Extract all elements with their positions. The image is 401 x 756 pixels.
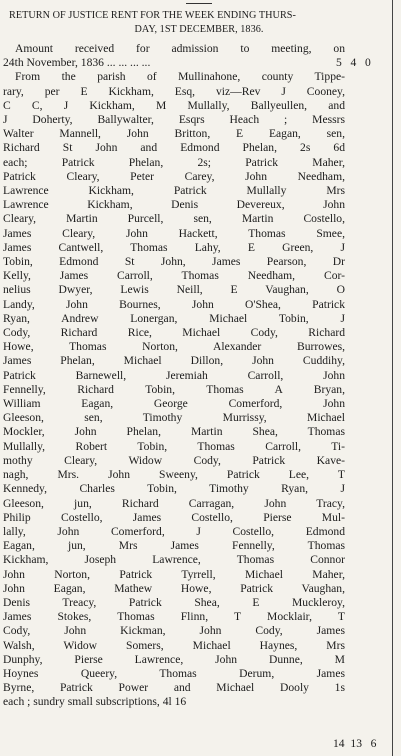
text-line: Kickham, Joseph Lawrence, Thomas Connor — [3, 553, 345, 567]
text-line: Landy, John Bournes, John O'Shea, Patrick — [3, 297, 345, 311]
text-line: Eagan, jun, Mrs James Fennelly, Thomas — [3, 539, 345, 553]
text-line: Mullally, Robert Tobin, Thomas Carroll, Ti- — [3, 439, 345, 453]
text-line: John Norton, Patrick Tyrrell, Michael Maher, — [3, 567, 345, 581]
text-line: Denis Treacy, Patrick Shea, E Muckleroy, — [3, 595, 345, 609]
text-line: Patrick Cleary, Peter Carey, John Needham, — [3, 169, 345, 183]
text-line: J Doherty, Ballywalter, Esqrs Heach ; Messrs — [3, 113, 345, 127]
text-line: nelius Dwyer, Lewis Neill, E Vaughan, O — [3, 283, 345, 297]
return-heading — [9, 9, 389, 37]
text-line: William Eagan, George Comerford, John — [3, 397, 345, 411]
text-line: C C, J Kickham, M Mullally, Ballyeullen, and — [3, 98, 345, 112]
text-line: Walsh, Widow Somers, Michael Haynes, Mrs — [3, 638, 345, 652]
text-line: James Cleary, John Hackett, Thomas Smee, — [3, 226, 345, 240]
text-line: Walter Mannell, John Britton, E Eagan, sen, — [3, 127, 345, 141]
column-divider — [392, 0, 393, 756]
text-line: Howe, Thomas Norton, Alexander Burrowes, — [3, 340, 345, 354]
text-line: James Cantwell, Thomas Lahy, E Green, J — [3, 240, 345, 254]
text-line: 24th November, 1836 ... ... ... ... — [3, 56, 151, 70]
text-line: Cleary, Martin Purcell, sen, Martin Costello, — [3, 212, 345, 226]
text-line: Fennelly, Richard Tobin, Thomas A Bryan, — [3, 382, 345, 396]
amount-mullinahone: 14 13 6 — [333, 737, 377, 750]
text-line: John Eagan, Mathew Howe, Patrick Vaughan, — [3, 581, 345, 595]
text-line: Richard St John and Edmond Phelan, 2s 6d — [3, 141, 345, 155]
text-line: Lawrence Kickham, Patrick Mullally Mrs — [3, 184, 345, 198]
text-line: Kennedy, Charles Tobin, Timothy Ryan, J — [3, 482, 345, 496]
heading-line-2: DAY, 1ST DECEMBER, 1836. — [134, 24, 264, 35]
text-line: Dunphy, Pierse Lawrence, John Dunne, M — [3, 652, 345, 666]
text-line: mothy Cleary, Widow Cody, Patrick Kave- — [3, 453, 345, 467]
text-line: Tobin, Edmond St John, James Pearson, Dr — [3, 255, 345, 269]
text-line: Lawrence Kickham, Denis Devereux, John — [3, 198, 345, 212]
text-line: Patrick Barnewell, Jeremiah Carroll, John — [3, 368, 345, 382]
text-line: lally, John Comerford, J Costello, Edmond — [3, 524, 345, 538]
text-line: Gleeson, jun, Richard Carragan, John Tracy, — [3, 496, 345, 510]
text-line: Amount received for admission to meeting, on — [15, 42, 345, 55]
text-line: James Stokes, Thomas Flinn, T Mocklair, T — [3, 610, 345, 624]
text-line: nagh, Mrs. John Sweeny, Patrick Lee, T — [3, 468, 345, 482]
text-line: Cody, Richard Rice, Michael Cody, Richard — [3, 326, 345, 340]
return-body-text — [3, 42, 345, 710]
heading-line-1: RETURN OF JUSTICE RENT FOR THE WEEK ENDING THURS- — [9, 10, 296, 21]
text-line: From the parish of Mullinahone, county Tippe- — [15, 70, 345, 84]
text-line: Gleeson, sen, Timothy Murrissy, Michael — [3, 411, 345, 425]
text-line: Mockler, John Phelan, Martin Shea, Thomas — [3, 425, 345, 439]
text-line: Philip Costello, James Costello, Pierse Mul- — [3, 510, 345, 524]
text-line: Kelly, James Carroll, Thomas Needham, Cor- — [3, 269, 345, 283]
text-line: Byrne, Patrick Power and Michael Dooly 1s — [3, 681, 345, 695]
text-line: Ryan, Andrew Lonergan, Michael Tobin, J — [3, 311, 345, 325]
text-line: rary, per E Kickham, Esq, viz—Rev J Cooney, — [3, 84, 345, 98]
text-line: James Phelan, Michael Dillon, John Cuddihy, — [3, 354, 345, 368]
text-line: each ; sundry small subscriptions, 4l 16 — [3, 695, 187, 709]
text-line: Hoynes Queery, Thomas Derum, James — [3, 666, 345, 680]
amount-admission: 5 4 0 — [336, 56, 371, 69]
top-rule — [186, 3, 212, 4]
text-line: Cody, John Kickman, John Cody, James — [3, 624, 345, 638]
text-line: each; Patrick Phelan, 2s; Patrick Maher, — [3, 155, 345, 169]
